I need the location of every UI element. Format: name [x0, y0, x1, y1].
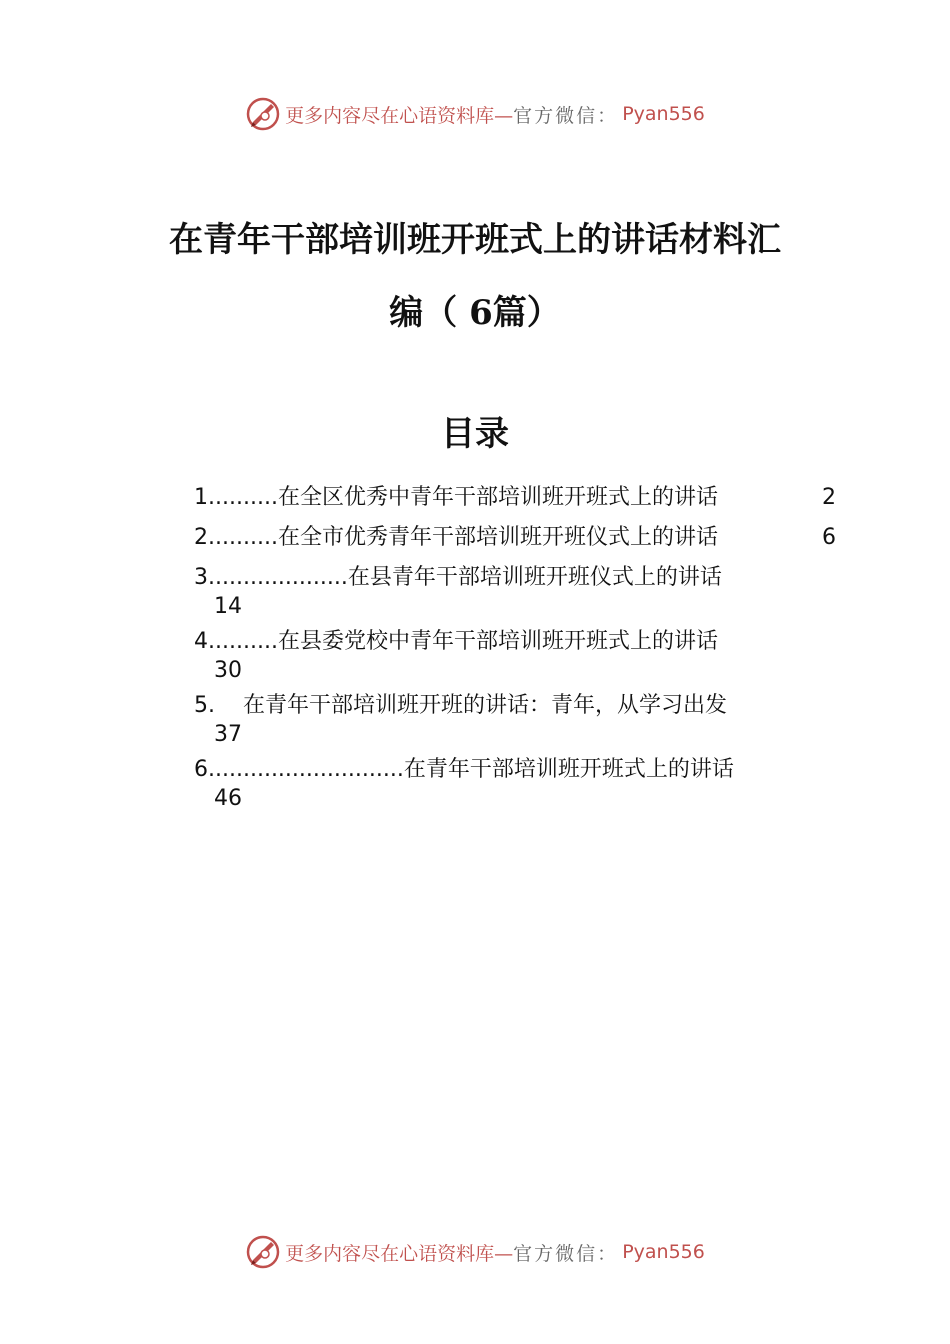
- toc-number: 5: [194, 693, 208, 718]
- toc-text: 在青年干部培训班开班式上的讲话: [403, 757, 734, 782]
- toc-text: 在全区优秀中青年干部培训班开班式上的讲话: [277, 485, 718, 510]
- toc-page: 37: [214, 722, 242, 747]
- toc-heading: 目录: [441, 414, 509, 454]
- toc-leader: ............................: [208, 757, 404, 782]
- toc-page: 14: [214, 594, 242, 619]
- pen-logo-icon: [245, 96, 281, 132]
- toc-number: 1: [194, 485, 208, 510]
- wechat-label: 官方微信：: [513, 1242, 619, 1265]
- brand-text: 更多内容尽在心语资料库—: [285, 1242, 514, 1265]
- footer-banner: [0, 1232, 950, 1272]
- toc-number: 6: [194, 757, 208, 782]
- toc-text: 在全市优秀青年干部培训班开班仪式上的讲话: [277, 525, 718, 550]
- toc-number: 4: [194, 629, 208, 654]
- toc-number: 3: [194, 565, 208, 590]
- toc-page: 6: [822, 525, 836, 550]
- toc-page: 46: [214, 786, 242, 811]
- document-title-line2: 编（ 6篇）: [389, 293, 561, 333]
- toc-page: 30: [214, 658, 242, 683]
- toc-text: 在县青年干部培训班开班仪式上的讲话: [347, 565, 722, 590]
- toc-number: 2: [194, 525, 208, 550]
- toc-leader: ..........: [208, 629, 278, 654]
- toc-leader: ..........: [208, 485, 278, 510]
- toc-leader: ..........: [208, 525, 278, 550]
- toc-item[interactable]: [194, 622, 854, 686]
- brand-text: 更多内容尽在心语资料库—: [285, 104, 514, 127]
- wechat-id: Pyan556: [622, 103, 705, 125]
- header-banner: [0, 94, 950, 134]
- toc-text: 在青年干部培训班开班的讲话：青年，从学习出发: [242, 693, 727, 718]
- wechat-id: Pyan556: [622, 1241, 705, 1263]
- wechat-label: 官方微信：: [513, 104, 619, 127]
- pen-logo-icon: [245, 1234, 281, 1270]
- toc-leader: .: [208, 693, 243, 718]
- toc-item[interactable]: [194, 518, 854, 558]
- toc-item[interactable]: [194, 478, 854, 518]
- toc-text: 在县委党校中青年干部培训班开班式上的讲话: [277, 629, 718, 654]
- table-of-contents: [194, 478, 854, 814]
- toc-item[interactable]: [194, 558, 854, 622]
- toc-page: 2: [822, 485, 836, 510]
- toc-item[interactable]: [194, 686, 854, 750]
- toc-leader: ....................: [208, 565, 348, 590]
- document-title-line1: 在青年干部培训班开班式上的讲话材料汇: [169, 220, 781, 260]
- toc-item[interactable]: [194, 750, 854, 814]
